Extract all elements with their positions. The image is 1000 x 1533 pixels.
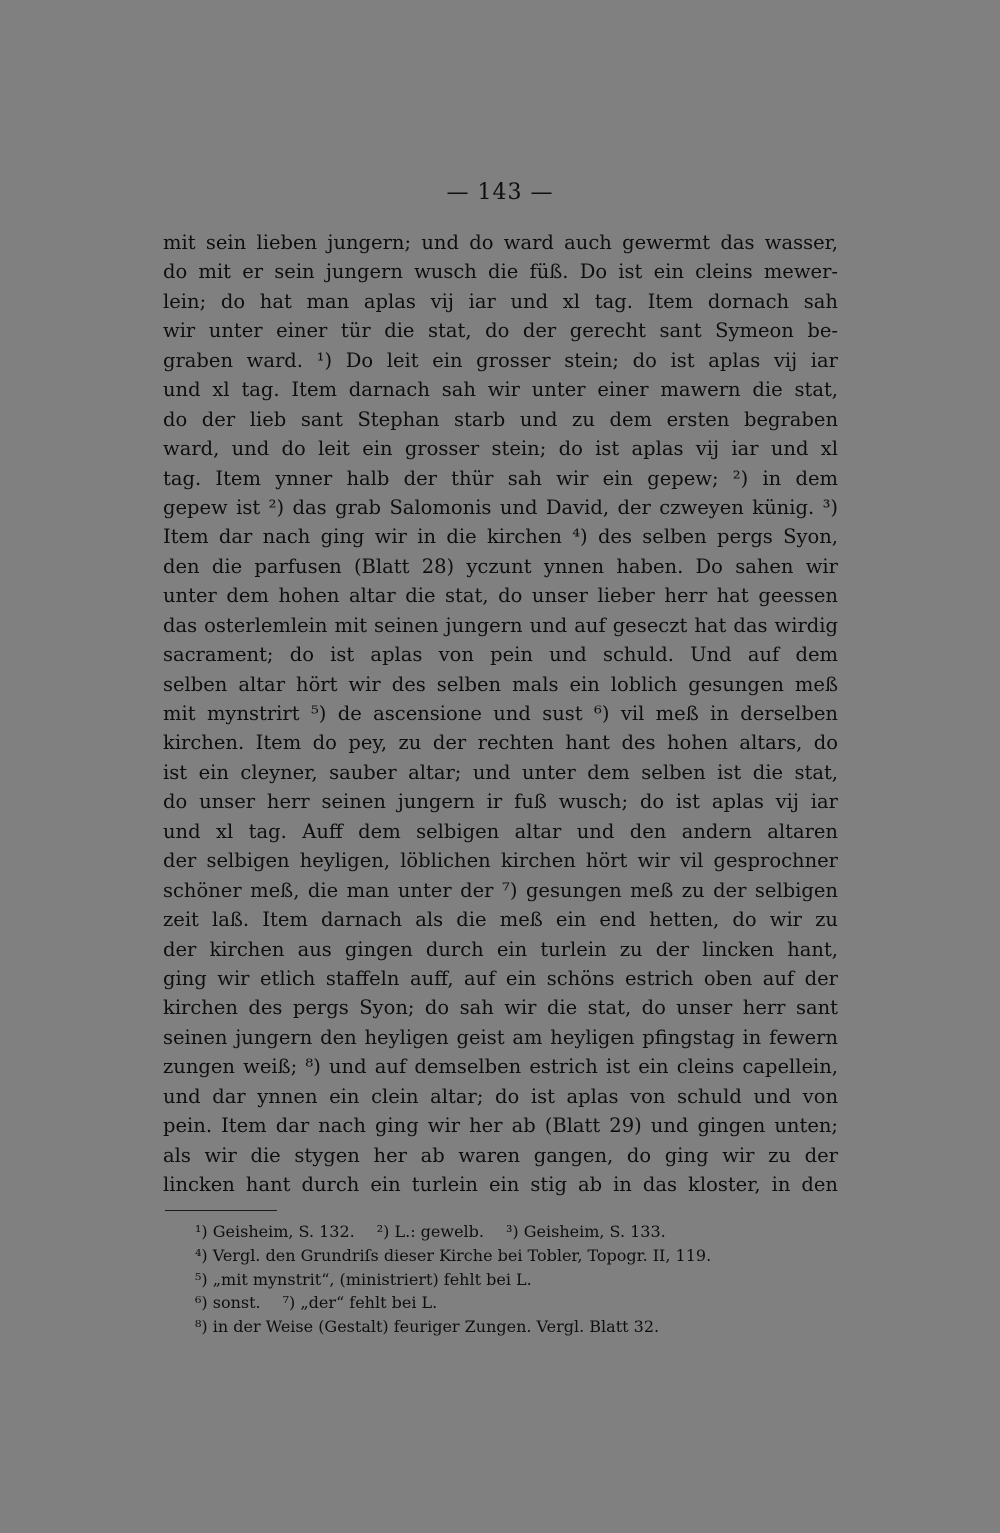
text-line: do unser herr seinen jungern ir fuß wusch; do ist aplas vij iar (163, 790, 838, 814)
page-number: — 143 — (446, 180, 554, 205)
text-line: pein. Item dar nach ging wir her ab (Blatt 29) und gingen unten; (163, 1114, 838, 1138)
text-line: und dar ynnen ein clein altar; do ist aplas von schuld und von (163, 1084, 838, 1108)
text-line: der kirchen aus gingen durch ein turlein zu der lincken hant, (163, 937, 838, 961)
text-line: wir unter einer tür die stat, do der gerecht sant Symeon be- (163, 319, 838, 343)
text-line: das osterlemlein mit seinen jungern und auf geseczt hat das wirdig (163, 613, 838, 637)
footnote: ⁷) „der“ fehlt bei L. (282, 1293, 438, 1313)
text-line: mit mynstrirt ⁵) de ascensione und sust ⁶) vil meß in derselben (163, 702, 838, 725)
text-line: mit sein lieben jungern; und do ward auch gewermt das wasser, (163, 231, 838, 254)
text-line: lincken hant durch ein turlein ein stig ab in das kloster, in den (163, 1173, 838, 1196)
text-line: als wir die stygen her ab waren gangen, do ging wir zu der (163, 1143, 838, 1167)
text-line: seinen jungern den heyligen geist am heyligen pfingstag in fewern (163, 1025, 838, 1049)
footnote: ³) Geisheim, S. 133. (506, 1222, 666, 1241)
footnote: ¹) Geisheim, S. 132. (195, 1222, 355, 1241)
footnote: ⁶) sonst. (195, 1293, 261, 1313)
text-line: unter dem hohen altar die stat, do unser lieber herr hat geessen (163, 584, 838, 608)
text-line: und xl tag. Item darnach sah wir unter einer mawern die stat, (163, 378, 838, 402)
footnote-line (195, 1291, 895, 1315)
text-line: ging wir etlich staffeln auff, auf ein schöns estrich oben auf der (163, 966, 838, 990)
text-line: ward, und do leit ein grosser stein; do ist aplas vij iar und xl (163, 437, 838, 461)
text-line: ist ein cleyner, sauber altar; und unter dem selben ist die stat, (163, 760, 838, 784)
text-line: kirchen. Item do pey, zu der rechten hant des hohen altars, do (163, 731, 838, 755)
text-line: kirchen des pergs Syon; do sah wir die stat, do unser herr sant (163, 996, 838, 1020)
footnote: ²) L.: gewelb. (376, 1222, 484, 1241)
footnote-divider (165, 1210, 277, 1211)
text-line: der selbigen heyligen, löblichen kirchen hört wir vil gesprochner (163, 849, 838, 873)
footnote: ⁴) Vergl. den Grundriſs dieser Kirche bei Tobler, Topogr. II, 119. (195, 1245, 712, 1265)
text-line: do der lieb sant Stephan starb und zu dem ersten begraben (163, 407, 838, 431)
footnote-line (195, 1315, 895, 1339)
text-line: zungen weiß; ⁸) und auf demselben estrich ist ein cleins capellein, (163, 1055, 838, 1079)
body-text (163, 228, 838, 1199)
text-line: lein; do hat man aplas vij iar und xl tag. Item dornach sah (163, 289, 838, 313)
text-line: tag. Item ynner halb der thür sah wir ein gepew; ²) in dem (163, 466, 838, 490)
text-line: do mit er sein jungern wusch die füß. Do ist ein cleins mewer- (163, 260, 838, 284)
footnote-line (195, 1220, 895, 1244)
footnote: ⁸) in der Weise (Gestalt) feuriger Zungen. Vergl. Blatt 32. (195, 1317, 660, 1337)
text-line: zeit laß. Item darnach als die meß ein end hetten, do wir zu (163, 908, 838, 932)
text-line: schöner meß, die man unter der ⁷) gesungen meß zu der selbigen (163, 878, 838, 902)
text-line: selben altar hört wir des selben mals ein loblich gesungen meß (163, 672, 838, 696)
text-line: Item dar nach ging wir in die kirchen ⁴) des selben pergs Syon, (163, 525, 838, 549)
footnote: ⁵) „mit mynstrit“, (ministriert) fehlt bei L. (195, 1269, 532, 1289)
text-line: gepew ist ²) das grab Salomonis und David, der czweyen künig. ³) (163, 495, 838, 519)
text-line: graben ward. ¹) Do leit ein grosser stein; do ist aplas vij iar (163, 348, 838, 372)
footnote-line (195, 1244, 895, 1268)
text-line: den die parfusen (Blatt 28) yczunt ynnen haben. Do sahen wir (163, 554, 838, 578)
text-line: und xl tag. Auff dem selbigen altar und den andern altaren (163, 819, 838, 843)
footnote-line (195, 1268, 895, 1292)
footnotes (195, 1220, 895, 1339)
text-line: sacrament; do ist aplas von pein und schuld. Und auf dem (163, 643, 838, 667)
